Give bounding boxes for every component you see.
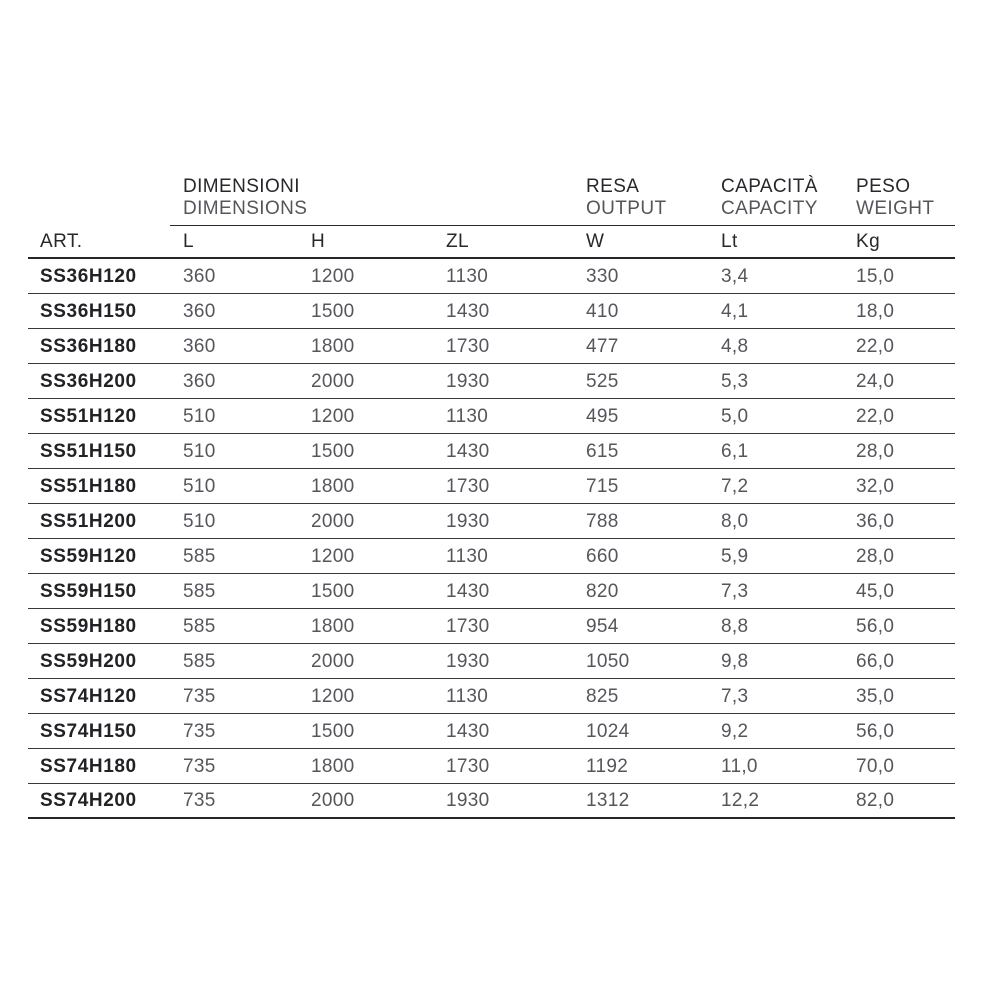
capacity-cell: 4,8 <box>721 335 749 357</box>
weight-cell: 56,0 <box>856 720 895 742</box>
weight-cell: 56,0 <box>856 615 895 637</box>
length-cell: 735 <box>183 790 216 811</box>
group-header-spacer <box>28 172 170 226</box>
capacity-cell: 9,8 <box>721 650 749 672</box>
table-row <box>28 364 955 399</box>
art-code-cell: SS59H180 <box>40 615 137 637</box>
capacity-cell: 11,0 <box>721 755 758 777</box>
weight-cell: 36,0 <box>856 510 895 532</box>
capacity-cell: 7,2 <box>721 475 749 497</box>
capacity-cell: 12,2 <box>721 790 760 811</box>
table-row <box>28 399 955 434</box>
table-row <box>28 469 955 504</box>
unit-header-l: L <box>183 231 194 252</box>
table-row <box>28 784 955 819</box>
weight-cell: 15,0 <box>856 265 895 287</box>
zl-cell: 1130 <box>446 265 489 287</box>
art-code-cell: SS59H200 <box>40 650 137 672</box>
zl-cell: 1430 <box>446 580 490 602</box>
height-cell: 1800 <box>311 475 355 497</box>
weight-cell: 22,0 <box>856 405 895 427</box>
product-spec-table <box>28 172 955 819</box>
output-cell: 788 <box>586 510 619 532</box>
group-header-dimensions <box>170 172 573 226</box>
height-cell: 1800 <box>311 615 355 637</box>
art-code-cell: SS59H150 <box>40 580 137 602</box>
output-cell: 1192 <box>586 755 629 777</box>
capacity-cell: 8,0 <box>721 510 749 532</box>
art-code-cell: SS74H200 <box>40 790 137 811</box>
output-cell: 330 <box>586 265 619 287</box>
table-row <box>28 504 955 539</box>
weight-cell: 32,0 <box>856 475 895 497</box>
capacity-cell: 8,8 <box>721 615 749 637</box>
length-cell: 360 <box>183 265 216 287</box>
zl-cell: 1130 <box>446 685 489 707</box>
output-cell: 1312 <box>586 790 630 811</box>
unit-header-h: H <box>311 231 326 252</box>
length-cell: 510 <box>183 510 216 532</box>
weight-cell: 24,0 <box>856 370 895 392</box>
length-cell: 585 <box>183 650 216 672</box>
units-header-row <box>28 226 955 259</box>
length-cell: 585 <box>183 615 216 637</box>
height-cell: 2000 <box>311 370 355 392</box>
table-row <box>28 259 955 294</box>
output-cell: 715 <box>586 475 619 497</box>
group-header-capacity <box>708 172 843 226</box>
zl-cell: 1930 <box>446 510 490 532</box>
zl-cell: 1730 <box>446 335 490 357</box>
group-header-output <box>573 172 708 226</box>
length-cell: 735 <box>183 755 216 777</box>
zl-cell: 1930 <box>446 370 490 392</box>
weight-cell: 82,0 <box>856 790 895 811</box>
table-row <box>28 644 955 679</box>
weight-cell: 70,0 <box>856 755 895 777</box>
zl-cell: 1430 <box>446 300 490 322</box>
zl-cell: 1130 <box>446 405 489 427</box>
height-cell: 1800 <box>311 755 355 777</box>
unit-header-lt: Lt <box>721 231 738 252</box>
capacity-cell: 5,3 <box>721 370 749 392</box>
art-code-cell: SS51H120 <box>40 405 137 427</box>
output-cell: 615 <box>586 440 619 462</box>
table-row <box>28 679 955 714</box>
zl-cell: 1930 <box>446 650 490 672</box>
zl-cell: 1130 <box>446 545 489 567</box>
output-cell: 1024 <box>586 720 630 742</box>
capacity-cell: 3,4 <box>721 265 749 287</box>
zl-cell: 1730 <box>446 475 490 497</box>
length-cell: 360 <box>183 335 216 357</box>
capacity-cell: 5,9 <box>721 545 749 567</box>
length-cell: 510 <box>183 475 216 497</box>
table-row <box>28 434 955 469</box>
height-cell: 1200 <box>311 545 355 567</box>
art-code-cell: SS36H180 <box>40 335 137 357</box>
height-cell: 1500 <box>311 720 355 742</box>
weight-cell: 28,0 <box>856 440 895 462</box>
height-cell: 2000 <box>311 510 355 532</box>
capacity-cell: 7,3 <box>721 685 749 707</box>
weight-cell: 18,0 <box>856 300 895 322</box>
art-code-cell: SS36H200 <box>40 370 137 392</box>
table-body <box>28 259 955 819</box>
capacity-label-en: CAPACITY <box>721 198 818 219</box>
output-cell: 820 <box>586 580 619 602</box>
output-cell: 525 <box>586 370 619 392</box>
dimensions-label-en: DIMENSIONS <box>183 198 308 219</box>
length-cell: 735 <box>183 685 216 707</box>
length-cell: 510 <box>183 440 216 462</box>
output-label-en: OUTPUT <box>586 198 667 219</box>
length-cell: 585 <box>183 545 216 567</box>
zl-cell: 1430 <box>446 720 490 742</box>
height-cell: 1200 <box>311 405 355 427</box>
length-cell: 360 <box>183 370 216 392</box>
zl-cell: 1730 <box>446 755 490 777</box>
art-code-cell: SS74H180 <box>40 755 137 777</box>
output-cell: 495 <box>586 405 619 427</box>
table-row <box>28 574 955 609</box>
output-cell: 954 <box>586 615 619 637</box>
zl-cell: 1430 <box>446 440 490 462</box>
group-header-weight <box>843 172 955 226</box>
height-cell: 2000 <box>311 790 355 811</box>
table-row <box>28 749 955 784</box>
table-row <box>28 714 955 749</box>
height-cell: 1200 <box>311 685 355 707</box>
length-cell: 585 <box>183 580 216 602</box>
length-cell: 360 <box>183 300 216 322</box>
zl-cell: 1730 <box>446 615 490 637</box>
art-code-cell: SS51H200 <box>40 510 137 532</box>
unit-header-zl: ZL <box>446 231 469 252</box>
capacity-label-it: CAPACITÀ <box>721 176 818 197</box>
capacity-cell: 7,3 <box>721 580 749 602</box>
art-code-cell: SS51H180 <box>40 475 137 497</box>
height-cell: 2000 <box>311 650 355 672</box>
group-header-row <box>28 172 955 226</box>
weight-cell: 28,0 <box>856 545 895 567</box>
output-label-it: RESA <box>586 176 640 197</box>
height-cell: 1500 <box>311 440 355 462</box>
capacity-cell: 5,0 <box>721 405 749 427</box>
length-cell: 735 <box>183 720 216 742</box>
table-row <box>28 294 955 329</box>
table-row <box>28 609 955 644</box>
weight-cell: 66,0 <box>856 650 895 672</box>
height-cell: 1800 <box>311 335 355 357</box>
table-row <box>28 539 955 574</box>
table-row <box>28 329 955 364</box>
height-cell: 1500 <box>311 300 355 322</box>
art-code-cell: SS36H120 <box>40 265 137 287</box>
capacity-cell: 4,1 <box>721 300 749 322</box>
output-cell: 1050 <box>586 650 630 672</box>
dimensions-label-it: DIMENSIONI <box>183 176 300 197</box>
height-cell: 1200 <box>311 265 355 287</box>
capacity-cell: 6,1 <box>721 440 749 462</box>
output-cell: 410 <box>586 300 619 322</box>
output-cell: 477 <box>586 335 619 357</box>
unit-header-kg: Kg <box>856 231 881 252</box>
zl-cell: 1930 <box>446 790 490 811</box>
output-cell: 660 <box>586 545 619 567</box>
art-code-cell: SS36H150 <box>40 300 137 322</box>
art-column-header: ART. <box>40 231 83 252</box>
weight-cell: 45,0 <box>856 580 895 602</box>
art-code-cell: SS74H150 <box>40 720 137 742</box>
capacity-cell: 9,2 <box>721 720 749 742</box>
art-code-cell: SS51H150 <box>40 440 137 462</box>
height-cell: 1500 <box>311 580 355 602</box>
art-code-cell: SS74H120 <box>40 685 137 707</box>
unit-header-w: W <box>586 231 605 252</box>
art-code-cell: SS59H120 <box>40 545 137 567</box>
length-cell: 510 <box>183 405 216 427</box>
weight-label-it: PESO <box>856 176 911 197</box>
weight-cell: 35,0 <box>856 685 895 707</box>
weight-cell: 22,0 <box>856 335 895 357</box>
weight-label-en: WEIGHT <box>856 198 935 219</box>
output-cell: 825 <box>586 685 619 707</box>
